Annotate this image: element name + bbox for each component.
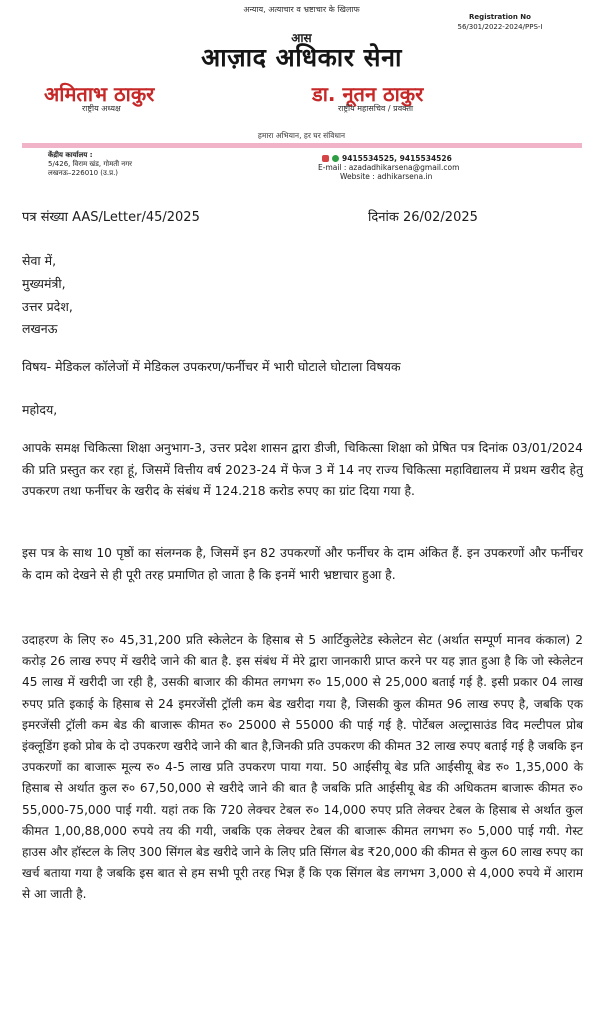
letter-date: दिनांक 26/02/2025 — [368, 210, 478, 225]
letterhead-divider — [22, 143, 582, 148]
email-line: E-mail : azadadhikarsena@gmail.com — [318, 163, 460, 172]
letter-salutation: महोदय, — [22, 402, 58, 417]
leader-left-role: राष्ट्रीय अध्यक्ष — [82, 104, 121, 113]
leader-right-name: डा. नूतन ठाकुर — [312, 82, 424, 106]
paragraph-3: उदाहरण के लिए रु० 45,31,200 प्रति स्केलेटन के हिसाब से 5 आर्टिकुलेटेड स्केलेटन सेट (अर्थात सम्पूर्ण मानव कंकाल) 2 करोड़ 26 लाख रुपए में खरीदे जाने की बात है. इस संबंध में मेरे द्वारा जानकारी प्राप्त करने पर यह ज्ञात हुआ है कि जो स्केलेटन 45 लाख में खरीदी जा रही है, उसकी बाजार की कीमत लगभग रु० 15,000 से 25,000 बताई गई है. इसी प्रकार 04 लाख रुपए प्रति इकाई के हिसाब से 24 इमरजेंसी ट्रॉली कम बेड खरीदा गया है, जिसकी कुल कीमत 96 लाख रुपए है, जबकि एक इमरजेंसी ट्रॉली कम बेड की बाजारू कीमत रु० 25000 से 55000 की पाई गई है. पोर्टेबल अल्ट्रासाउंड विद मल्टीपल प्रोब इंक्लूडिंग इको प्रोब के दो उपकरण खरीदे जाने की बात है,जिनकी प्रति उपकरण की कीमत 32 लाख रुपए बताई गई है जबकि इन उपकरणों का बाजारू मूल्य रु० 4-5 लाख प्रति उपकरण पाया गया. 50 आईसीयू बेड प्रति आईसीयू बेड रु० 1,35,000 के हिसाब से अर्थात कुल रु० 67,50,000 से खरीदे जाने की बात है जबकि प्रति आईसीयू बेड की अधिकतम बाजारू कीमत रु० 55,000-75,000 पाई गयी. यहां तक कि 720 लेक्चर टेबल रु० 14,000 रुपए प्रति लेक्चर टेबल के हिसाब से अर्थात कुल कीमत 1,00,88,000 रुपये तय की गयी, जबकि एक लेक्चर टेबल की बाजारू कीमत लगभग रु० 5,000 पाई गयी. गेस्ट हाउस और हॉस्टल के लिए 300 सिंगल बेड खरीदे जाने के लिए प्रति सिंगल बेड ₹20,000 की कीमत से कुल 60 लाख रुपए का खर्च बताया गया है जबकि इस बात से हम सभी पूरी तरह भिज्ञ हैं कि एक सिंगल बेड लगभग 3,000 से 4,000 रुपये में आराम से आ जाती है. — [22, 633, 583, 902]
registration-title: Registration No — [469, 13, 531, 21]
phone-numbers: 9415534525, 9415534526 — [342, 154, 452, 163]
phone-row — [322, 154, 459, 163]
addressee-line-2: मुख्यमंत्री, — [22, 276, 66, 291]
paragraph-1: आपके समक्ष चिकित्सा शिक्षा अनुभाग-3, उत्तर प्रदेश शासन द्वारा डीजी, चिकित्सा शिक्षा को प्रेषित पत्र दिनांक 03/01/2024 की प्रति प्रस्तुत कर रहा हूं, जिसमें वित्तीय वर्ष 2023-24 में फेज 3 में 14 नए राज्य चिकित्सा महाविद्यालय में प्रथम खरीद हेतु उपकरण तथा फर्नीचर के खरीद के संबंध में 124.218 करोड रुपए का ग्रांट दिया गया है. — [22, 441, 583, 499]
office-address — [48, 151, 132, 178]
website-line: Website : adhikarsena.in — [340, 172, 433, 181]
letterhead-tagline: अन्याय, अत्याचार व भ्रष्टाचार के खिलाफ — [243, 5, 360, 14]
contact-block — [318, 154, 459, 181]
addressee-line-1: सेवा में, — [22, 253, 57, 268]
whatsapp-icon — [332, 155, 339, 162]
org-short-name: आस — [291, 31, 312, 45]
leader-right-role: राष्ट्रीय महासचिव / प्रवक्ता — [338, 104, 414, 113]
org-name: आज़ाद अधिकार सेना — [201, 43, 402, 72]
letter-reference: पत्र संख्या AAS/Letter/45/2025 — [22, 210, 200, 225]
registration-number: 56/301/2022-2024/PPS-I — [457, 23, 543, 31]
office-line-2: लखनऊ–226010 (उ.प्र.) — [48, 169, 119, 177]
phone-icon — [322, 155, 329, 162]
letter-subject: विषय- मेडिकल कॉलेजों में मेडिकल उपकरण/फर्नीचर में भारी घोटाले घोटाला विषयक — [22, 359, 401, 374]
office-line-1: 5/426, विराम खंड, गोमती नगर — [48, 160, 132, 168]
addressee-line-3: उत्तर प्रदेश, — [22, 299, 73, 314]
leader-left-name: अमिताभ ठाकुर — [44, 82, 155, 106]
addressee-line-4: लखनऊ — [22, 321, 58, 336]
paragraph-2: इस पत्र के साथ 10 पृष्ठों का संलग्नक है, जिसमें इन 82 उपकरणों और फर्नीचर के दाम अंकित हैं. इन उपकरणों और फर्नीचर के दाम को देखने से ही पूरी तरह प्रमाणित हो जाता है कि इनमें भारी भ्रष्टाचार हुआ है. — [22, 546, 583, 582]
letterhead-motto: हमारा अभियान, हर घर संविधान — [257, 131, 346, 140]
office-title: केंद्रीय कार्यालय : — [48, 151, 93, 159]
